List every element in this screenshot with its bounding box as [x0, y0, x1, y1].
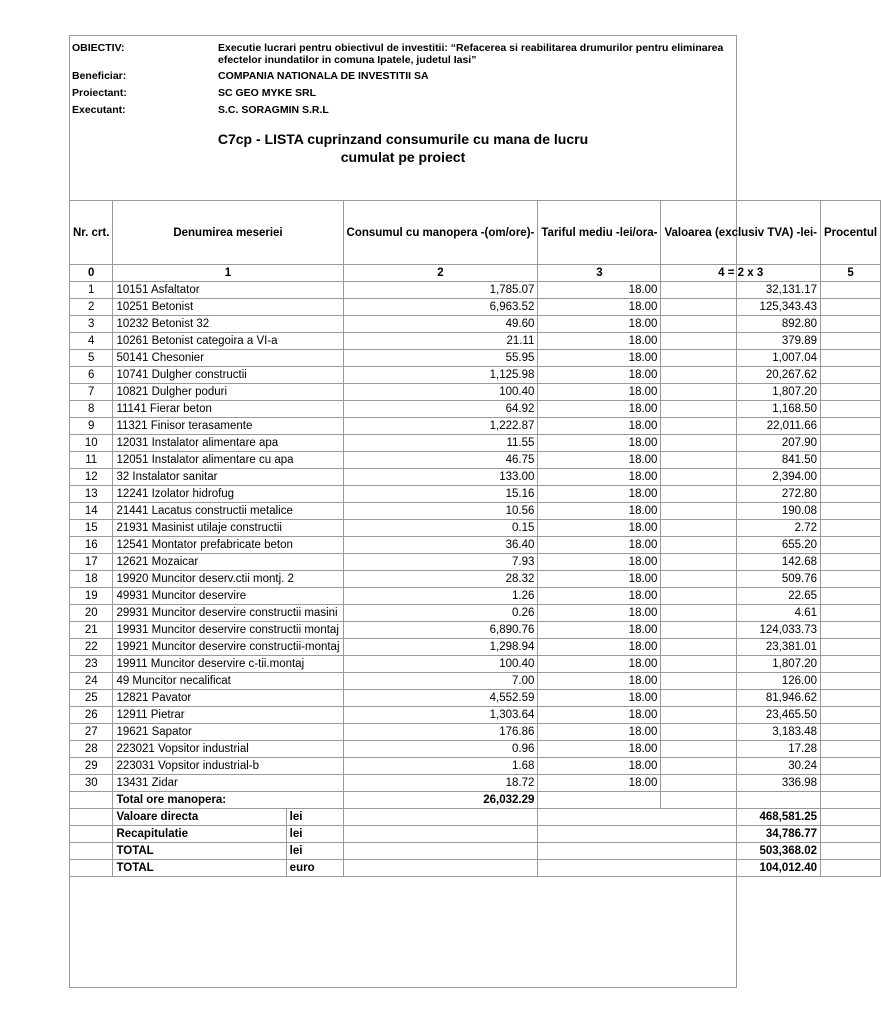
obiectiv-label: OBIECTIV:: [72, 42, 125, 54]
valoare-cell: 20,267.62: [661, 367, 821, 384]
col-number: 2: [343, 265, 538, 282]
trade-name: 19931 Muncitor deservire constructii montaj: [113, 622, 343, 639]
row-number: 20: [70, 605, 113, 622]
procent-cell: [821, 741, 881, 758]
tarif-cell: 18.00: [538, 452, 661, 469]
procent-cell: [821, 724, 881, 741]
valoare-cell: 841.50: [661, 452, 821, 469]
empty-cell: [821, 792, 881, 809]
trade-name: 10232 Betonist 32: [113, 316, 343, 333]
table-row: [70, 401, 881, 418]
valoare-cell: 4.61: [661, 605, 821, 622]
tarif-cell: 18.00: [538, 520, 661, 537]
row-number: 1: [70, 282, 113, 299]
table-row: [70, 622, 881, 639]
tarif-cell: 18.00: [538, 588, 661, 605]
procent-cell: [821, 605, 881, 622]
procent-cell: [821, 639, 881, 656]
row-number: 28: [70, 741, 113, 758]
trade-name: 29931 Muncitor deservire constructii masini: [113, 605, 343, 622]
table-row: [70, 741, 881, 758]
procent-cell: [821, 384, 881, 401]
table-row: [70, 316, 881, 333]
procent-cell: [821, 350, 881, 367]
col-number: 3: [538, 265, 661, 282]
consum-cell: 46.75: [343, 452, 538, 469]
valoare-cell: 126.00: [661, 673, 821, 690]
empty-cell: [821, 843, 881, 860]
trade-name: 12821 Pavator: [113, 690, 343, 707]
valoare-cell: 22,011.66: [661, 418, 821, 435]
tarif-cell: 18.00: [538, 503, 661, 520]
procent-cell: [821, 656, 881, 673]
consum-cell: 0.26: [343, 605, 538, 622]
consum-cell: 10.56: [343, 503, 538, 520]
tarif-cell: 18.00: [538, 690, 661, 707]
table-row: [70, 673, 881, 690]
summary-row: [70, 826, 881, 843]
row-number: 21: [70, 622, 113, 639]
table-row: [70, 350, 881, 367]
procent-cell: [821, 486, 881, 503]
trade-name: 223031 Vopsitor industrial-b: [113, 758, 343, 775]
table-row: [70, 384, 881, 401]
trade-name: 10151 Asfaltator: [113, 282, 343, 299]
row-number: 2: [70, 299, 113, 316]
row-number: 9: [70, 418, 113, 435]
valoare-cell: 1,007.04: [661, 350, 821, 367]
table-row: [70, 588, 881, 605]
trade-name: 19921 Muncitor deservire constructii-montaj: [113, 639, 343, 656]
consum-cell: 11.55: [343, 435, 538, 452]
col-number: 5: [821, 265, 881, 282]
trade-name: 32 Instalator sanitar: [113, 469, 343, 486]
procent-cell: [821, 673, 881, 690]
tarif-cell: 18.00: [538, 724, 661, 741]
tarif-cell: 18.00: [538, 401, 661, 418]
valoare-cell: 336.98: [661, 775, 821, 792]
consum-cell: 15.16: [343, 486, 538, 503]
col-header-valoare: Valoarea (exclusiv TVA) -lei-: [661, 201, 821, 265]
header-row: [70, 201, 881, 265]
trade-name: 21441 Lacatus constructii metalice: [113, 503, 343, 520]
tarif-cell: 18.00: [538, 435, 661, 452]
row-number: 24: [70, 673, 113, 690]
summary-label: Recapitulatie: [113, 826, 286, 843]
summary-unit: euro: [286, 860, 343, 877]
table-row: [70, 469, 881, 486]
table-row: [70, 452, 881, 469]
empty-cell: [70, 826, 113, 843]
table-row: [70, 605, 881, 622]
trade-name: 12051 Instalator alimentare cu apa: [113, 452, 343, 469]
row-number: 8: [70, 401, 113, 418]
table-row: [70, 554, 881, 571]
summary-value: 34,786.77: [538, 826, 821, 843]
col-number: 4 = 2 x 3: [661, 265, 821, 282]
col-header-consum: Consumul cu manopera -(om/ore)-: [343, 201, 538, 265]
consum-cell: 21.11: [343, 333, 538, 350]
summary-unit: lei: [286, 809, 343, 826]
valoare-cell: 509.76: [661, 571, 821, 588]
table-row: [70, 418, 881, 435]
trade-name: 11141 Fierar beton: [113, 401, 343, 418]
summary-row: [70, 809, 881, 826]
table-row: [70, 435, 881, 452]
col-header-nr: Nr. crt.: [70, 201, 113, 265]
trade-name: 12541 Montator prefabricate beton: [113, 537, 343, 554]
empty-cell: [343, 809, 538, 826]
row-number: 16: [70, 537, 113, 554]
valoare-cell: 2.72: [661, 520, 821, 537]
valoare-cell: 32,131.17: [661, 282, 821, 299]
tarif-cell: 18.00: [538, 622, 661, 639]
trade-name: 13431 Zidar: [113, 775, 343, 792]
procent-cell: [821, 367, 881, 384]
tarif-cell: 18.00: [538, 316, 661, 333]
col-number: 1: [113, 265, 343, 282]
valoare-cell: 655.20: [661, 537, 821, 554]
table-row: [70, 690, 881, 707]
table-row: [70, 758, 881, 775]
summary-label: TOTAL: [113, 860, 286, 877]
consum-cell: 0.15: [343, 520, 538, 537]
table-row: [70, 724, 881, 741]
tarif-cell: 18.00: [538, 639, 661, 656]
trade-name: 49 Muncitor necalificat: [113, 673, 343, 690]
procent-cell: [821, 435, 881, 452]
row-number: 4: [70, 333, 113, 350]
tarif-cell: 18.00: [538, 571, 661, 588]
procent-cell: [821, 775, 881, 792]
row-number: 14: [70, 503, 113, 520]
row-number: 22: [70, 639, 113, 656]
trade-name: 19621 Sapator: [113, 724, 343, 741]
procent-cell: [821, 316, 881, 333]
tarif-cell: 18.00: [538, 656, 661, 673]
trade-name: 10251 Betonist: [113, 299, 343, 316]
trade-name: 50141 Chesonier: [113, 350, 343, 367]
consum-cell: 6,890.76: [343, 622, 538, 639]
summary-value: 104,012.40: [538, 860, 821, 877]
tarif-cell: 18.00: [538, 537, 661, 554]
table-row: [70, 333, 881, 350]
consum-cell: 7.00: [343, 673, 538, 690]
consum-cell: 49.60: [343, 316, 538, 333]
row-number: 19: [70, 588, 113, 605]
total-ore-row: [70, 792, 881, 809]
consum-cell: 1,222.87: [343, 418, 538, 435]
table-row: [70, 486, 881, 503]
row-number: 6: [70, 367, 113, 384]
consum-cell: 0.96: [343, 741, 538, 758]
tarif-cell: 18.00: [538, 384, 661, 401]
tarif-cell: 18.00: [538, 350, 661, 367]
trade-name: 12621 Mozaicar: [113, 554, 343, 571]
consum-cell: 36.40: [343, 537, 538, 554]
document-title: C7cp - LISTA cuprinzand consumurile cu mana de lucru: [217, 131, 589, 147]
tarif-cell: 18.00: [538, 367, 661, 384]
valoare-cell: 125,343.43: [661, 299, 821, 316]
valoare-cell: 142.68: [661, 554, 821, 571]
trade-name: 10261 Betonist categoira a VI-a: [113, 333, 343, 350]
tarif-cell: 18.00: [538, 418, 661, 435]
trade-name: 11321 Finisor terasamente: [113, 418, 343, 435]
beneficiar-label: Beneficiar:: [72, 70, 127, 82]
empty-cell: [70, 843, 113, 860]
consum-cell: 1.26: [343, 588, 538, 605]
empty-cell: [343, 860, 538, 877]
procent-cell: [821, 758, 881, 775]
row-number: 10: [70, 435, 113, 452]
row-number: 25: [70, 690, 113, 707]
empty-cell: [821, 826, 881, 843]
procent-cell: [821, 520, 881, 537]
document-subtitle: cumulat pe proiect: [340, 149, 466, 165]
summary-row: [70, 860, 881, 877]
consum-cell: 176.86: [343, 724, 538, 741]
valoare-cell: 23,465.50: [661, 707, 821, 724]
col-number: 0: [70, 265, 113, 282]
valoare-cell: 2,394.00: [661, 469, 821, 486]
table-row: [70, 775, 881, 792]
tarif-cell: 18.00: [538, 282, 661, 299]
valoare-cell: 124,033.73: [661, 622, 821, 639]
procent-cell: [821, 418, 881, 435]
procent-cell: [821, 571, 881, 588]
table-row: [70, 571, 881, 588]
consum-cell: 1,298.94: [343, 639, 538, 656]
row-number: 13: [70, 486, 113, 503]
tarif-cell: 18.00: [538, 299, 661, 316]
tarif-cell: 18.00: [538, 741, 661, 758]
consum-cell: 133.00: [343, 469, 538, 486]
table-row: [70, 537, 881, 554]
summary-unit: lei: [286, 843, 343, 860]
trade-name: 223021 Vopsitor industrial: [113, 741, 343, 758]
proiectant-label: Proiectant:: [72, 87, 127, 99]
empty-cell: [70, 860, 113, 877]
valoare-cell: 190.08: [661, 503, 821, 520]
col-header-tarif: Tariful mediu -lei/ora-: [538, 201, 661, 265]
valoare-cell: 1,807.20: [661, 384, 821, 401]
trade-name: 19911 Muncitor deservire c-tii.montaj: [113, 656, 343, 673]
procent-cell: [821, 622, 881, 639]
row-number: 29: [70, 758, 113, 775]
summary-label: Valoare directa: [113, 809, 286, 826]
trade-name: 10821 Dulgher poduri: [113, 384, 343, 401]
tarif-cell: 18.00: [538, 673, 661, 690]
tarif-cell: 18.00: [538, 486, 661, 503]
executant-value: S.C. SORAGMIN S.R.L: [218, 104, 329, 116]
row-number: 26: [70, 707, 113, 724]
valoare-cell: 30.24: [661, 758, 821, 775]
trade-name: 10741 Dulgher constructii: [113, 367, 343, 384]
trade-name: 12031 Instalator alimentare apa: [113, 435, 343, 452]
valoare-cell: 17.28: [661, 741, 821, 758]
tarif-cell: 18.00: [538, 707, 661, 724]
column-number-row: [70, 265, 881, 282]
procent-cell: [821, 690, 881, 707]
procent-cell: [821, 282, 881, 299]
col-header-denumire: Denumirea meseriei: [113, 201, 343, 265]
tarif-cell: 18.00: [538, 758, 661, 775]
row-number: 12: [70, 469, 113, 486]
consum-cell: 1,785.07: [343, 282, 538, 299]
consum-cell: 7.93: [343, 554, 538, 571]
empty-cell: [538, 792, 661, 809]
procent-cell: [821, 333, 881, 350]
procent-cell: [821, 707, 881, 724]
tarif-cell: 18.00: [538, 775, 661, 792]
summary-label: TOTAL: [113, 843, 286, 860]
trade-name: 19920 Muncitor deserv.ctii montj. 2: [113, 571, 343, 588]
consum-cell: 4,552.59: [343, 690, 538, 707]
empty-cell: [821, 860, 881, 877]
row-number: 3: [70, 316, 113, 333]
row-number: 27: [70, 724, 113, 741]
procent-cell: [821, 299, 881, 316]
empty-cell: [70, 809, 113, 826]
valoare-cell: 81,946.62: [661, 690, 821, 707]
table-row: [70, 282, 881, 299]
summary-unit: lei: [286, 826, 343, 843]
consum-cell: 64.92: [343, 401, 538, 418]
summary-value: 468,581.25: [538, 809, 821, 826]
consum-cell: 18.72: [343, 775, 538, 792]
trade-name: 12241 Izolator hidrofug: [113, 486, 343, 503]
row-number: 17: [70, 554, 113, 571]
tarif-cell: 18.00: [538, 469, 661, 486]
valoare-cell: 22.65: [661, 588, 821, 605]
tarif-cell: 18.00: [538, 605, 661, 622]
procent-cell: [821, 469, 881, 486]
procent-cell: [821, 554, 881, 571]
procent-cell: [821, 588, 881, 605]
tarif-cell: 18.00: [538, 333, 661, 350]
row-number: 23: [70, 656, 113, 673]
table-row: [70, 656, 881, 673]
consum-cell: 1,303.64: [343, 707, 538, 724]
total-ore-value: 26,032.29: [343, 792, 538, 809]
empty-cell: [821, 809, 881, 826]
trade-name: 21931 Masinist utilaje constructii: [113, 520, 343, 537]
table-row: [70, 299, 881, 316]
empty-cell: [70, 792, 113, 809]
table-row: [70, 520, 881, 537]
col-header-procent: Procentul: [821, 201, 881, 265]
total-ore-label: Total ore manopera:: [113, 792, 343, 809]
procent-cell: [821, 537, 881, 554]
tarif-cell: 18.00: [538, 554, 661, 571]
table-row: [70, 639, 881, 656]
valoare-cell: 23,381.01: [661, 639, 821, 656]
valoare-cell: 379.89: [661, 333, 821, 350]
valoare-cell: 3,183.48: [661, 724, 821, 741]
valoare-cell: 207.90: [661, 435, 821, 452]
procent-cell: [821, 452, 881, 469]
procent-cell: [821, 401, 881, 418]
table-row: [70, 367, 881, 384]
valoare-cell: 272.80: [661, 486, 821, 503]
table-row: [70, 707, 881, 724]
consum-cell: 6,963.52: [343, 299, 538, 316]
row-number: 11: [70, 452, 113, 469]
row-number: 18: [70, 571, 113, 588]
empty-cell: [343, 826, 538, 843]
row-number: 15: [70, 520, 113, 537]
valoare-cell: 1,807.20: [661, 656, 821, 673]
summary-value: 503,368.02: [538, 843, 821, 860]
executant-label: Executant:: [72, 104, 126, 116]
consum-cell: 1,125.98: [343, 367, 538, 384]
empty-cell: [661, 792, 821, 809]
table-row: [70, 503, 881, 520]
trade-name: 12911 Pietrar: [113, 707, 343, 724]
proiectant-value: SC GEO MYKE SRL: [218, 87, 317, 99]
consum-cell: 100.40: [343, 656, 538, 673]
procent-cell: [821, 503, 881, 520]
empty-cell: [343, 843, 538, 860]
obiectiv-value: Executie lucrari pentru obiectivul de investitii: “Refacerea si reabilitarea drumurilor pentru eliminarea efectelor inundatilor in comuna Ipatele, judetul Iasi”: [218, 42, 724, 66]
summary-row: [70, 843, 881, 860]
row-number: 7: [70, 384, 113, 401]
beneficiar-value: COMPANIA NATIONALA DE INVESTITII SA: [218, 70, 429, 82]
consum-cell: 100.40: [343, 384, 538, 401]
valoare-cell: 892.80: [661, 316, 821, 333]
consum-cell: 55.95: [343, 350, 538, 367]
consum-cell: 28.32: [343, 571, 538, 588]
valoare-cell: 1,168.50: [661, 401, 821, 418]
labor-table: [69, 200, 881, 877]
row-number: 5: [70, 350, 113, 367]
trade-name: 49931 Muncitor deservire: [113, 588, 343, 605]
consum-cell: 1.68: [343, 758, 538, 775]
row-number: 30: [70, 775, 113, 792]
